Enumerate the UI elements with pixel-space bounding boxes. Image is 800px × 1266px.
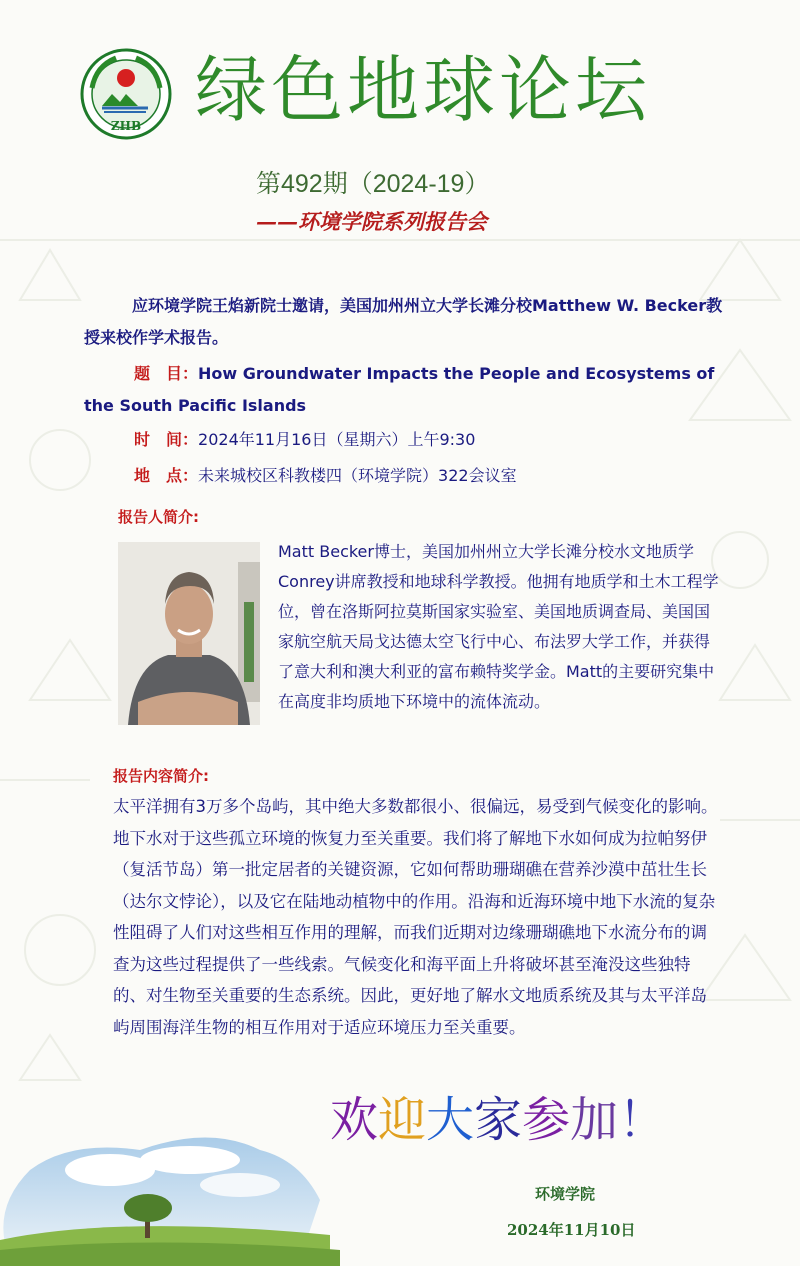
speaker-photo [118,542,260,725]
welcome-char: 大 [426,1092,475,1148]
organizer: 环境学院 [535,1185,596,1203]
notice-date: 2024年11月10日 [507,1221,636,1239]
talk-time-row: 时 间：2024年11月16日（星期六）上午9:30 [134,430,476,449]
logo-text: ZHB [110,119,142,133]
zhb-logo [80,48,172,140]
welcome-char: 加 [570,1092,619,1148]
landscape-illustration [0,1130,360,1266]
talk-title-value: How Groundwater Impacts the People and Ecosystems of the South Pacific Islands [84,364,715,415]
speaker-heading: 报告人简介: [118,508,199,526]
welcome-char: 家 [474,1092,523,1148]
issue-number: 第492期（2024-19） [256,170,490,198]
talk-title-row: 题 目：How Groundwater Impacts the People and Ecosystems of the South Pacific Islands [84,364,715,415]
talk-place-label: 地 点 [134,466,183,485]
talk-place-row: 地 点：未来城校区科教楼四（环境学院）322会议室 [134,466,517,485]
abstract-heading: 报告内容简介: [113,767,209,785]
welcome-char: 参 [522,1092,571,1148]
abstract-text: 太平洋拥有3万多个岛屿，其中绝大多数都很小、很偏远，易受到气候变化的影响。地下水对于这些孤立环境的恢复力至关重要。我们将了解地下水如何成为拉帕努伊（复活节岛）第一批定居者的关键资源，它如何帮助珊瑚礁在营养沙漠中茁壮生长（达尔文悖论），以及它在陆地动植物中的作用。沿海和近海环境中地下水流的复杂性阻碍了人们对这些相互作用的理解，而我们近期对边缘珊瑚礁地下水流分布的调查为这些过程提供了一些线索。气候变化和海平面上升将破坏甚至淹没这些独特的、对生物至关重要的生态系统。因此，更好地了解水文地质系统及其与太平洋岛屿周围海洋生物的相互作用对于适应环境压力至关重要。 [113,797,718,1037]
talk-title-label: 题 目 [134,364,183,383]
forum-title: 绿色地球论坛 [195,48,652,132]
welcome-char: 迎 [378,1092,427,1148]
welcome-banner [330,1085,666,1155]
talk-time-value: 2024年11月16日（星期六）上午9:30 [198,430,476,449]
talk-place-value: 未来城校区科教楼四（环境学院）322会议室 [198,466,517,485]
welcome-char: ！ [618,1092,667,1148]
welcome-char: 欢 [330,1092,379,1148]
talk-time-label: 时 间 [134,430,183,449]
speaker-bio: Matt Becker博士，美国加州州立大学长滩分校水文地质学Conrey讲席教授和地球科学教授。他拥有地质学和土木工程学位，曾在洛斯阿拉莫斯国家实验室、美国地质调查局、美国国家航空航天局戈达德太空飞行中心、布法罗大学工作，并获得了意大利和澳大利亚的富布赖特奖学金。Matt的主要研究集中在高度非均质地下环境中的流体流动。 [278,542,719,711]
invitation-text: 应环境学院王焰新院士邀请，美国加州州立大学长滩分校Matthew W. Becker教授来校作学术报告。 [84,296,723,347]
series-subtitle: ——环境学院系列报告会 [256,209,487,234]
